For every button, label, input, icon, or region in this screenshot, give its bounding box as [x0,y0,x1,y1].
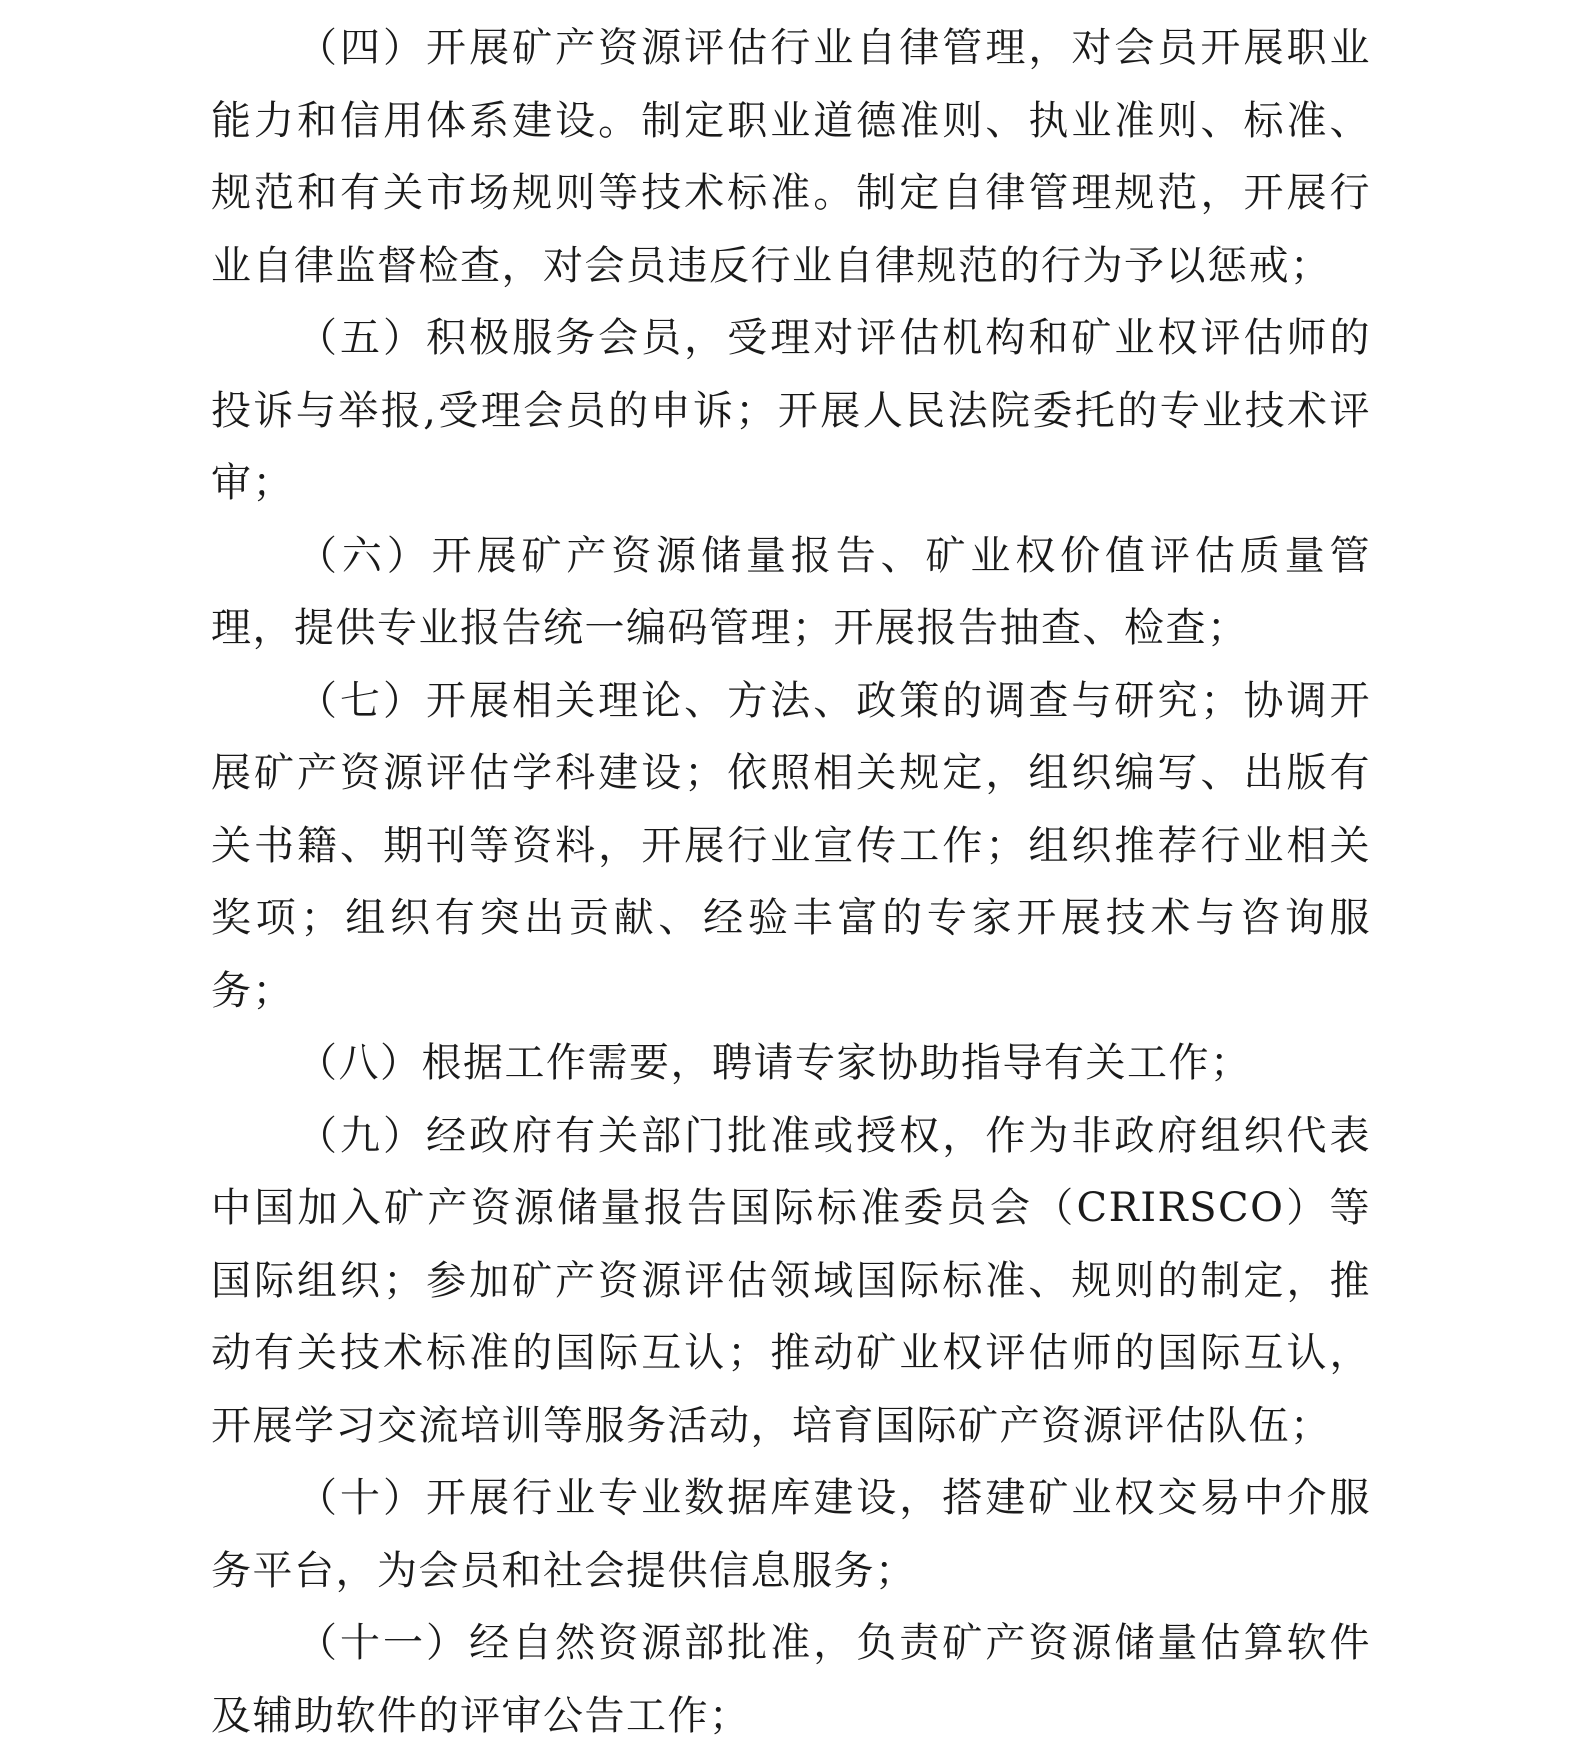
paragraph-item-8: （八）根据工作需要，聘请专家协助指导有关工作； [297,1040,1252,1086]
paragraph-item-9: （九）经政府有关部门批准或授权，作为非政府组织代表中国加入矿产资源储量报告国际标准委员会（CRIRSCO）等国际组织；参加矿产资源评估领域国际标准、规则的制定，推动有关技术标准的国际互认；推动矿业权评估师的国际互认，开展学习交流培训等服务活动，培育国际矿产资源评估队伍； [211,1112,1371,1449]
paragraph-item-10: （十）开展行业专业数据库建设，搭建矿业权交易中介服务平台，为会员和社会提供信息服务； [211,1475,1371,1594]
paragraph-item-5: （五）积极服务会员，受理对评估机构和矿业权评估师的投诉与举报,受理会员的申诉；开展人民法院委托的专业技术评审； [211,315,1371,506]
paragraph-item-7: （七）开展相关理论、方法、政策的调查与研究；协调开展矿产资源评估学科建设；依照相关规定，组织编写、出版有关书籍、期刊等资料，开展行业宣传工作；组织推荐行业相关奖项；组织有突出贡献、经验丰富的专家开展技术与咨询服务； [211,677,1371,1014]
document-page [211,12,1371,1752]
paragraph-item-11: （十一）经自然资源部批准，负责矿产资源储量估算软件及辅助软件的评审公告工作； [211,1620,1371,1739]
paragraph-item-6: （六）开展矿产资源储量报告、矿业权价值评估质量管理，提供专业报告统一编码管理；开展报告抽查、检查； [211,532,1371,651]
paragraph-item-4: （四）开展矿产资源评估行业自律管理，对会员开展职业能力和信用体系建设。制定职业道德准则、执业准则、标准、规范和有关市场规则等技术标准。制定自律管理规范，开展行业自律监督检查，对会员违反行业自律规范的行为予以惩戒； [211,25,1371,289]
